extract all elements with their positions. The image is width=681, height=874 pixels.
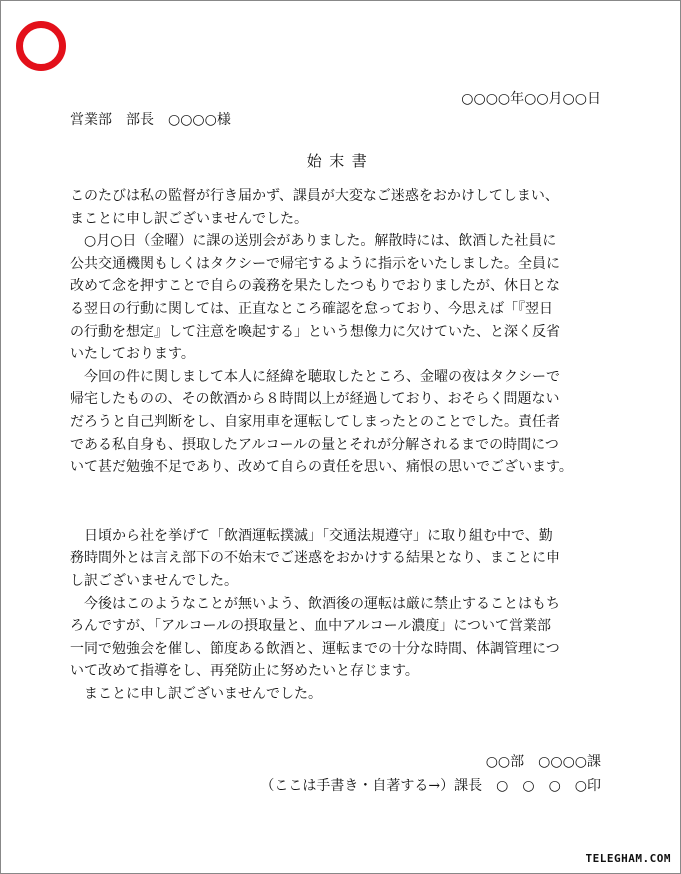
signature-department: ○○部 ○○○○課 xyxy=(485,754,601,770)
document-body xyxy=(70,185,611,705)
body-line: まことに申し訳ございませんでした。 xyxy=(70,210,308,227)
signature-line: （ここは手書き・自著する→）課長 ○ ○ ○ ○印 xyxy=(260,778,601,794)
red-ring-icon xyxy=(16,21,66,71)
body-line: いて甚だ勉強不足であり、改めて自らの責任を思い、痛恨の思いでございます。 xyxy=(70,459,573,476)
body-line: まことに申し訳ございませんでした。 xyxy=(70,685,322,702)
body-line: 改めて念を押すことで自らの義務を果たしたつもりでおりましたが、休日とな xyxy=(70,278,560,295)
body-line: ろんですが、「アルコールの摂取量と、血中アルコール濃度」について営業部 xyxy=(70,618,552,635)
body-line: である私自身も、摂取したアルコールの量とそれが分解されるまでの時間につ xyxy=(70,436,559,453)
watermark: TELEGHAM.COM xyxy=(585,852,671,865)
body-line: 今回の件に関しまして本人に経緯を聴取したところ、金曜の夜はタクシーで xyxy=(70,368,560,385)
body-line: このたびは私の監督が行き届かず、課員が大変なご迷惑をおかけしてしまい、 xyxy=(70,188,559,204)
body-line: の行動を想定』して注意を喚起する」という想像力に欠けていた、と深く反省 xyxy=(70,323,560,340)
body-line: だろうと自己判断をし、自家用車を運転してしまったとのことでした。責任者 xyxy=(70,413,560,430)
body-line: 務時間外とは言え部下の不始末でご迷惑をおかけする結果となり、まことに申 xyxy=(70,550,560,567)
body-line: る翌日の行動に関しては、正直なところ確認を怠っており、今思えば「『翌日 xyxy=(70,300,553,317)
body-line: いて改めて指導をし、再発防止に努めたいと存じます。 xyxy=(70,663,419,680)
body-section-1 xyxy=(70,185,611,479)
body-line: 公共交通機関もしくはタクシーで帰宅するように指示をいたしました。全員に xyxy=(70,255,560,272)
paragraph-gap xyxy=(70,479,611,525)
addressee: 営業部 部長 ○○○○様 xyxy=(70,112,231,128)
body-line: 今後はこのようなことが無いよう、飲酒後の運転は厳に禁止することはもち xyxy=(70,595,560,612)
body-line: ○月○日（金曜）に課の送別会がありました。解散時には、飲酒した社員に xyxy=(70,233,557,250)
body-line: いたしております。 xyxy=(70,346,195,363)
document-title: 始末書 xyxy=(306,152,375,170)
body-section-2 xyxy=(70,525,611,706)
document-date: ○○○○年○○月○○日 xyxy=(461,91,601,107)
body-line: 一同で勉強会を催し、節度ある飲酒と、運転までの十分な時間、体調管理につ xyxy=(70,640,560,657)
body-line: 日頃から社を挙げて「飲酒運転撲滅」「交通法規遵守」に取り組む中で、勤 xyxy=(70,527,553,544)
body-line: 帰宅したものの、その飲酒から８時間以上が経過しており、おそらく問題ない xyxy=(70,391,560,408)
body-line: し訳ございませんでした。 xyxy=(70,572,238,589)
